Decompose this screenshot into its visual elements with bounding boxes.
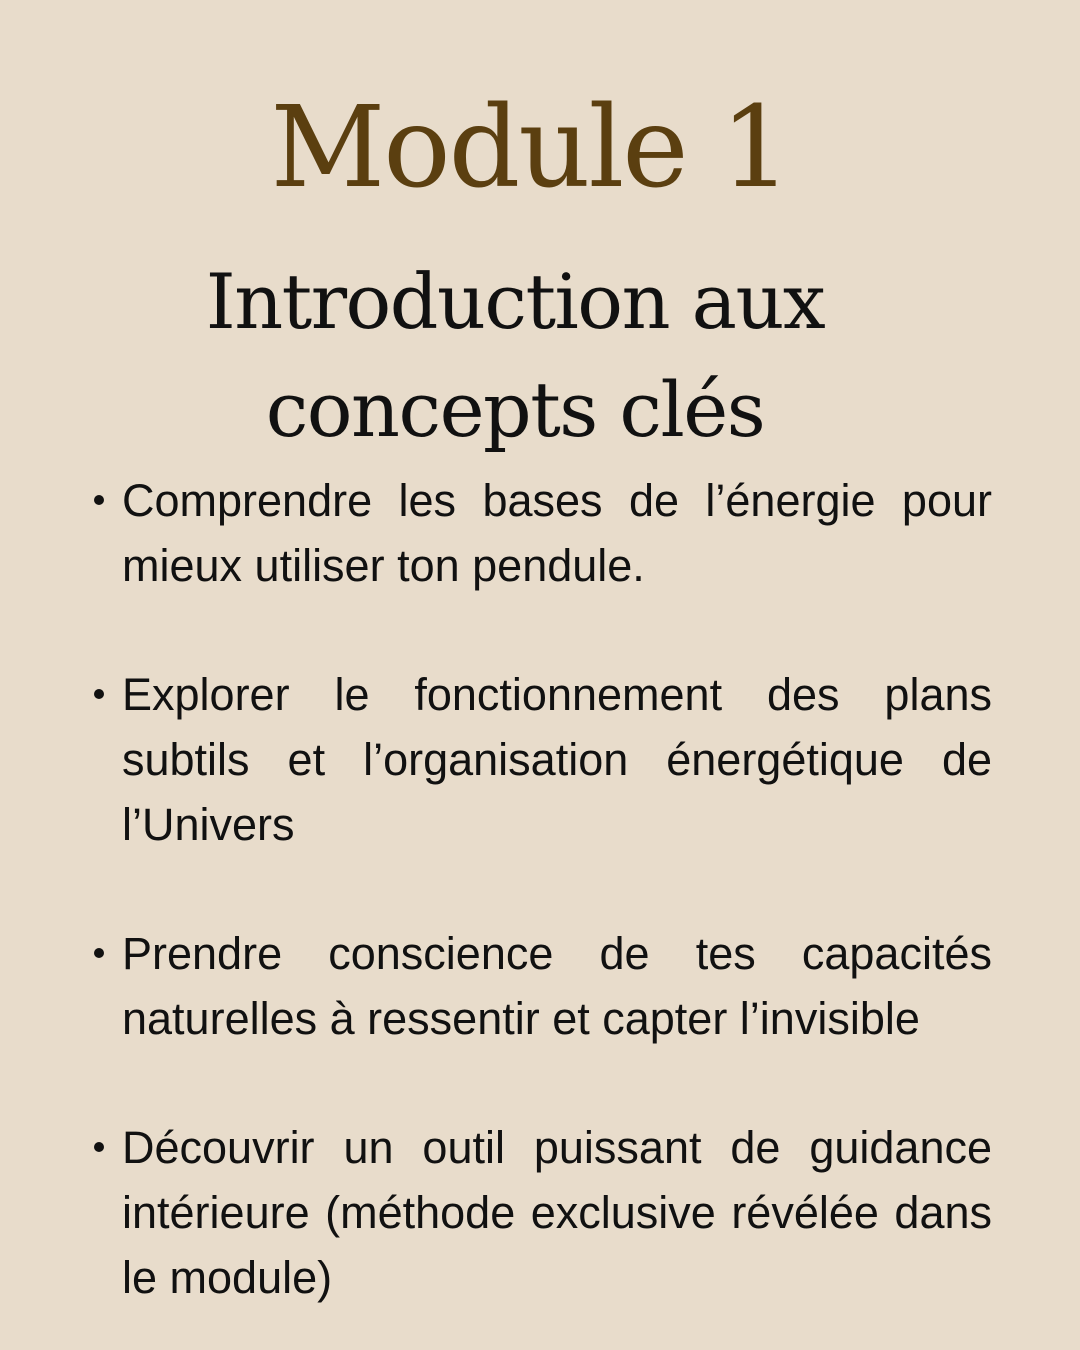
bullet-text: Comprendre les bases de l’énergie pour mieux utiliser ton pendule.: [122, 475, 992, 591]
bullet-text: Explorer le fonctionnement des plans subtils et l’organisation énergétique de l’Univers: [122, 669, 992, 850]
bullet-icon: [94, 689, 104, 699]
bullet-text: Découvrir un outil puissant de guidance intérieure (méthode exclusive révélée dans le module): [122, 1122, 992, 1303]
bullet-icon: [94, 948, 104, 958]
list-item: [122, 662, 992, 857]
list-item: [122, 921, 992, 1051]
bullet-text: Prendre conscience de tes capacités naturelles à ressentir et capter l’invisible: [122, 928, 992, 1044]
bullet-list: [122, 468, 992, 1310]
list-item: [122, 468, 992, 598]
module-title: Module 1: [270, 83, 790, 213]
page-title: Introduction aux concepts clés: [205, 257, 825, 454]
bullet-icon: [94, 1142, 104, 1152]
bullet-icon: [94, 495, 104, 505]
list-item: [122, 1115, 992, 1310]
